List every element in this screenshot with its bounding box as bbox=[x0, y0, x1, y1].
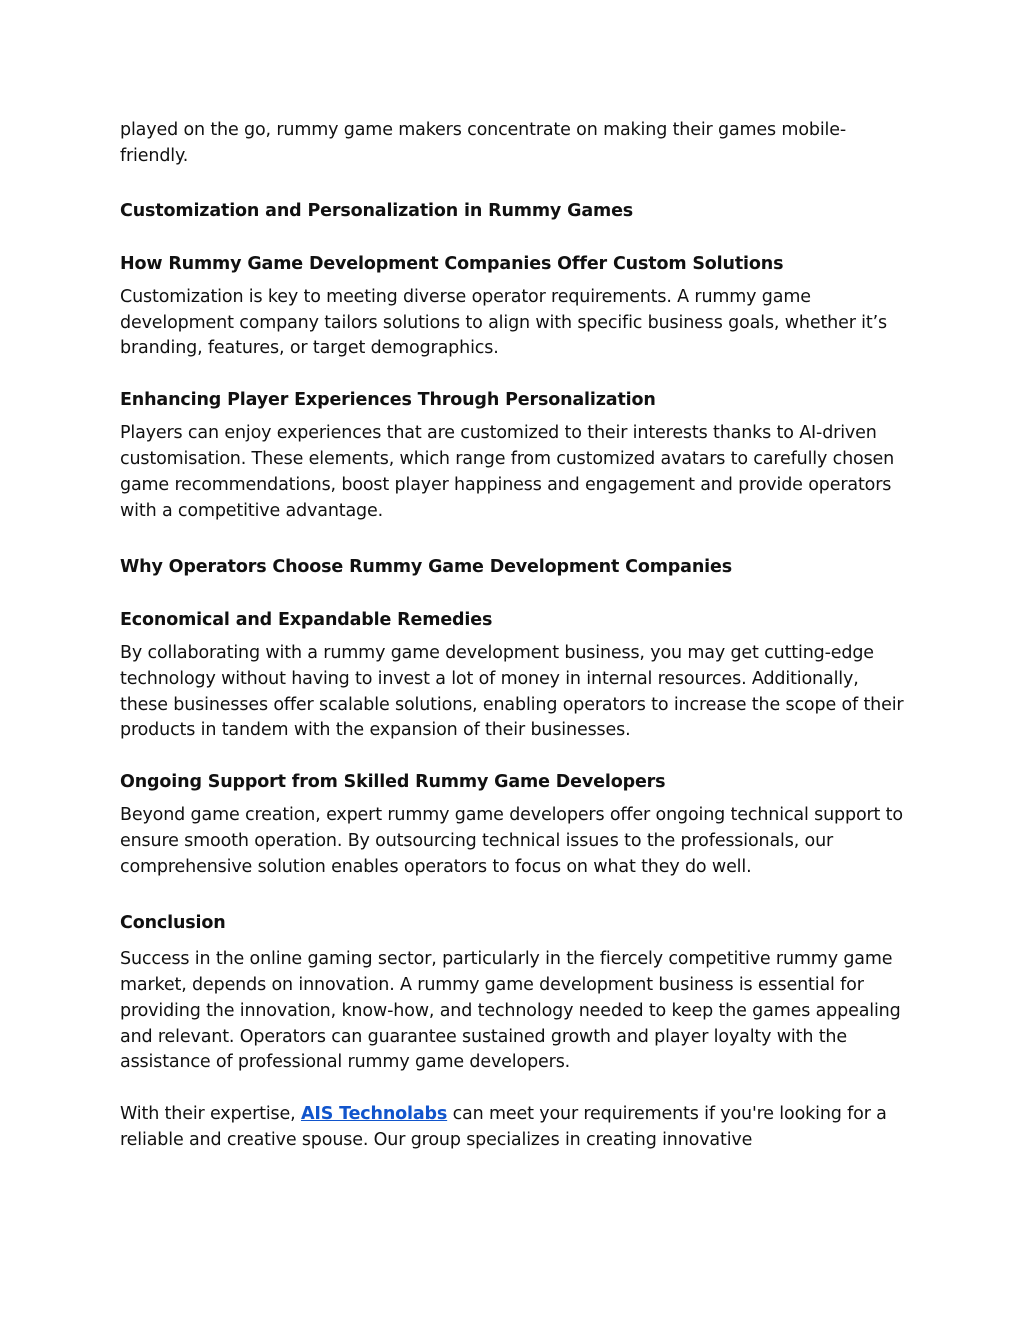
heading-conclusion: Conclusion bbox=[120, 912, 226, 933]
subheading-personalization: Enhancing Player Experiences Through Personalization bbox=[120, 390, 656, 411]
paragraph-closing bbox=[120, 1102, 910, 1154]
paragraph-conclusion: Success in the online gaming sector, particularly in the fiercely competitive rummy game market, depends on innovation. A rummy game development business is essential for providing the innovation, know-how, and technology needed to keep the games appealing and relevant. Operators can guarantee sustained growth and player loyalty with the assistance of professional rummy game developers. bbox=[120, 948, 901, 1073]
paragraph-economical: By collaborating with a rummy game development business, you may get cutting-edge technology without having to invest a lot of money in internal resources. Additionally, these businesses offer scalable solutions, enabling operators to increase the scope of their products in tandem with the expansion of their businesses. bbox=[120, 642, 904, 741]
ais-technolabs-link[interactable]: AIS Technolabs bbox=[300, 1104, 448, 1125]
subheading-economical: Economical and Expandable Remedies bbox=[120, 609, 493, 630]
document-page bbox=[120, 118, 910, 1154]
intro-paragraph: played on the go, rummy game makers concentrate on making their games mobile-friendly. bbox=[120, 120, 847, 166]
closing-text-before-link: With their expertise, bbox=[120, 1104, 301, 1125]
subheading-custom-solutions: How Rummy Game Development Companies Offer Custom Solutions bbox=[120, 253, 784, 274]
closing-text-after-link: can meet your requirements if you're looking for a reliable and creative spouse. Our group specializes in creating innovative bbox=[120, 1104, 887, 1151]
subheading-ongoing-support: Ongoing Support from Skilled Rummy Game Developers bbox=[120, 772, 666, 793]
paragraph-ongoing-support: Beyond game creation, expert rummy game developers offer ongoing technical support to ensure smooth operation. By outsourcing technical issues to the professionals, our comprehensive solution enables operators to focus on what they do well. bbox=[120, 805, 903, 878]
paragraph-custom-solutions: Customization is key to meeting diverse operator requirements. A rummy game development company tailors solutions to align with specific business goals, whether it’s branding, features, or target demographics. bbox=[120, 286, 887, 359]
section-heading-why-operators: Why Operators Choose Rummy Game Development Companies bbox=[120, 556, 732, 577]
section-heading-customization: Customization and Personalization in Rummy Games bbox=[120, 200, 634, 221]
paragraph-personalization: Players can enjoy experiences that are customized to their interests thanks to AI-driven customisation. These elements, which range from customized avatars to carefully chosen game recommendations, boost player happiness and engagement and provide operators with a competitive advantage. bbox=[120, 423, 895, 521]
